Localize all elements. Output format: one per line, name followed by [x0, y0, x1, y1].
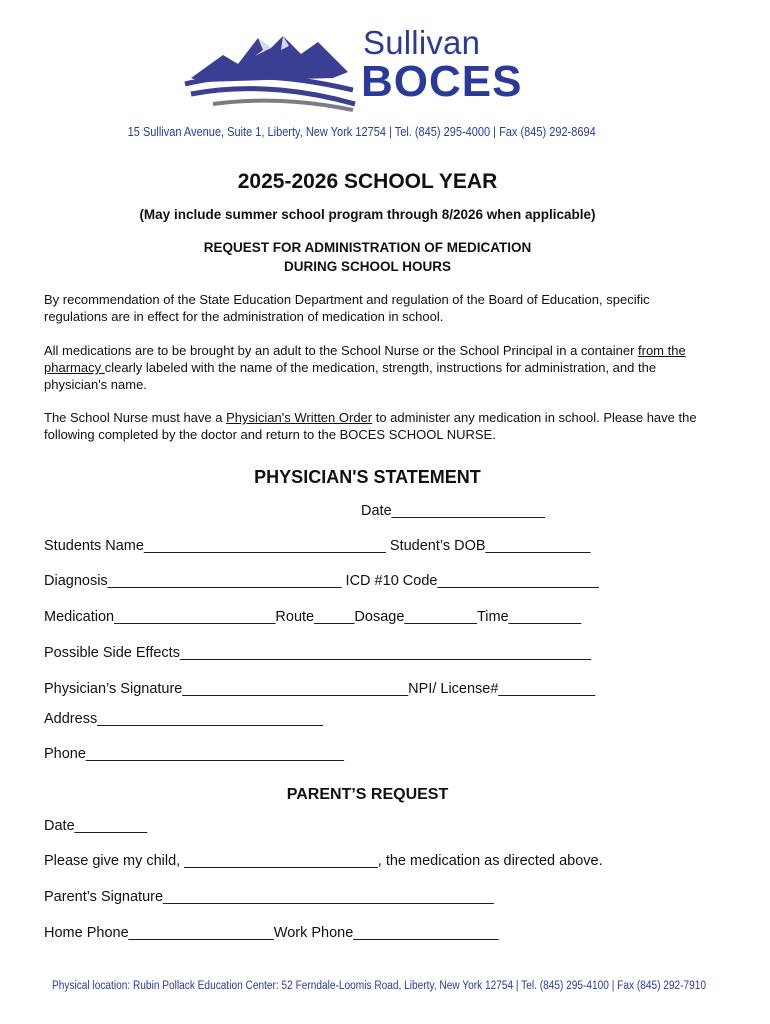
container-text-start: All medications are to be brought by an adult to the School Nurse or the School Principal in a container — [44, 343, 639, 358]
phone-field[interactable]: Phone________________________________ — [44, 746, 344, 762]
request-title — [0, 238, 735, 276]
diagnosis-icd-field[interactable]: Diagnosis_____________________________ ICD #10 Code____________________ — [44, 573, 599, 589]
nurse-text-end: to administer any medication in school. Please have the following completed by the doctor and return to the BOCES SCHOOL NURSE. — [44, 410, 697, 442]
container-text-end: clearly labeled with the name of the medication, strength, instructions for administration, and the physician's name. — [44, 360, 657, 392]
request-title-line-2: DURING SCHOOL HOURS — [283, 259, 451, 274]
parent-date-field[interactable]: Date_________ — [44, 818, 148, 834]
side-effects-field[interactable]: Possible Side Effects___________________________________________________ — [44, 645, 592, 661]
logo-text-boces: BOCES — [361, 57, 523, 106]
give-child-field[interactable]: Please give my child, ________________________, the medication as directed above. — [44, 853, 603, 869]
physician-statement-heading: PHYSICIAN'S STATEMENT — [254, 467, 481, 487]
nurse-paragraph — [44, 409, 714, 443]
parent-request-heading: PARENT’S REQUEST — [286, 786, 449, 803]
logo-text-sullivan: Sullivan — [363, 24, 481, 61]
intro-paragraph: By recommendation of the State Education Department and regulation of the Board of Education, specific regulations are in effect for the administration of medication in school. — [44, 292, 650, 324]
page-subtitle: (May include summer school program through 8/2026 when applicable) — [139, 207, 596, 222]
footer-location: Physical location: Rubin Pollack Education Center: 52 Ferndale-Loomis Road, Liberty, New York 12754 | Tel. (845) 295-4100 | Fax (845) 292-7910 — [52, 980, 707, 992]
container-paragraph — [44, 342, 714, 393]
physician-signature-npi-field[interactable]: Physician’s Signature____________________________NPI/ License#____________ — [44, 681, 596, 697]
home-work-phone-field[interactable]: Home Phone__________________Work Phone__________________ — [44, 925, 499, 941]
physician-date-field[interactable]: Date___________________ — [361, 503, 545, 519]
address-field[interactable]: Address____________________________ — [44, 711, 323, 727]
medication-route-dosage-time-field[interactable]: Medication____________________Route_____Dosage_________Time_________ — [44, 609, 582, 625]
parent-signature-field[interactable]: Parent’s Signature_________________________________________ — [44, 889, 494, 905]
request-title-line-1: REQUEST FOR ADMINISTRATION OF MEDICATION — [203, 240, 532, 255]
physicians-written-order-underlined: Physician's Written Order — [226, 410, 373, 425]
student-name-dob-field[interactable]: Students Name______________________________ Student’s DOB_____________ — [44, 538, 591, 554]
header-address: 15 Sullivan Avenue, Suite 1, Liberty, New York 12754 | Tel. (845) 295-4000 | Fax (845) 292-8694 — [127, 125, 596, 139]
nurse-text-start: The School Nurse must have a — [44, 410, 227, 425]
from-pharmacy-underlined: from the pharmacy — [44, 343, 686, 375]
page-title: 2025-2026 SCHOOL YEAR — [237, 170, 498, 193]
